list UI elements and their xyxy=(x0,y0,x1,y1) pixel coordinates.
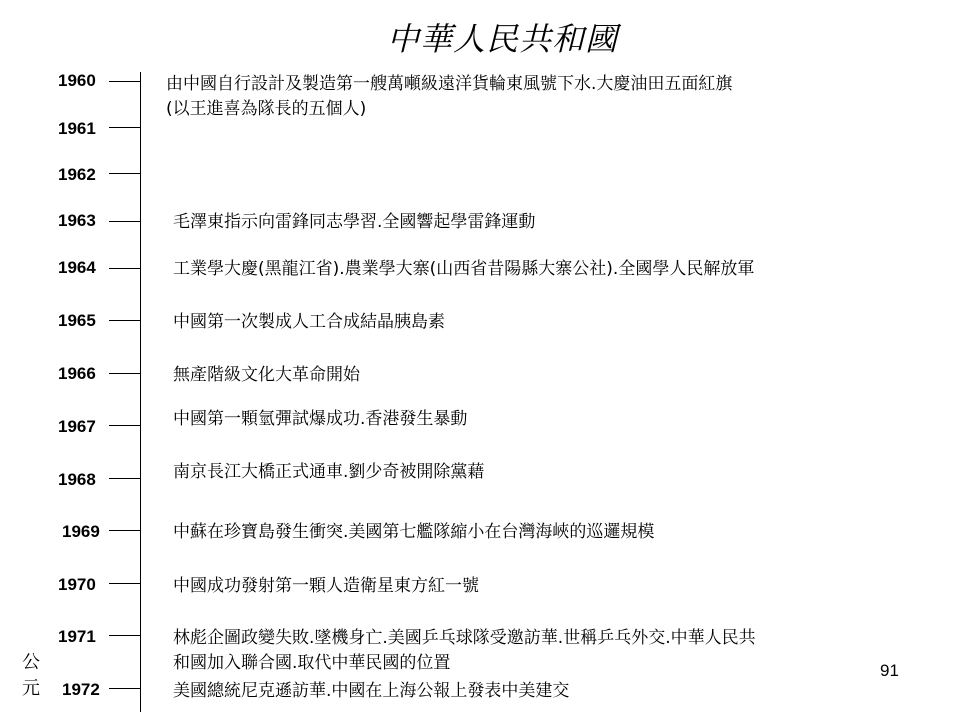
event-text: 南京長江大橋正式通車.劉少奇被開除黨藉 xyxy=(173,462,485,482)
year-tick xyxy=(109,688,141,689)
event-text: 中國第一次製成人工合成結晶胰島素 xyxy=(173,312,445,332)
year-tick xyxy=(109,221,141,222)
era-label-bottom: 元 xyxy=(22,678,40,699)
event-text: 毛澤東指示向雷鋒同志學習.全國響起學雷鋒運動 xyxy=(173,212,536,232)
year-label: 1963 xyxy=(58,211,96,230)
year-label: 1960 xyxy=(58,71,96,90)
year-label: 1967 xyxy=(58,417,96,436)
year-label: 1964 xyxy=(58,258,96,277)
event-text: 工業學大慶(黑龍江省).農業學大寨(山西省昔陽縣大寨公社).全國學人民解放軍 xyxy=(173,259,755,279)
page-title: 中華人民共和國 xyxy=(386,20,618,58)
year-tick xyxy=(109,127,141,128)
year-tick xyxy=(109,320,141,321)
year-tick xyxy=(109,583,141,584)
year-label: 1966 xyxy=(58,364,96,383)
event-text: 無產階級文化大革命開始 xyxy=(173,365,360,385)
year-tick xyxy=(109,173,141,174)
year-tick xyxy=(109,478,141,479)
year-label: 1965 xyxy=(58,311,96,330)
year-label: 1961 xyxy=(58,119,96,138)
year-tick xyxy=(109,635,141,636)
year-tick xyxy=(109,530,141,531)
event-text: 由中國自行設計及製造第一艘萬噸級遠洋貨輪東風號下水.大慶油田五面紅旗 xyxy=(166,74,733,94)
event-text: 和國加入聯合國.取代中華民國的位置 xyxy=(173,653,451,673)
year-label: 1962 xyxy=(58,165,96,184)
year-label: 1971 xyxy=(58,627,96,646)
year-tick xyxy=(109,373,141,374)
year-label: 1972 xyxy=(62,680,100,699)
event-text: 林彪企圖政變失敗.墜機身亡.美國乒乓球隊受邀訪華.世稱乒乓外交.中華人民共 xyxy=(173,628,756,648)
page-number: 91 xyxy=(880,661,899,680)
year-label: 1968 xyxy=(58,470,96,489)
year-label: 1970 xyxy=(58,575,96,594)
timeline-axis xyxy=(140,72,141,712)
year-tick xyxy=(109,81,141,82)
event-text: 美國總統尼克遜訪華.中國在上海公報上發表中美建交 xyxy=(173,681,570,701)
year-tick xyxy=(109,268,141,269)
event-text: (以王進喜為隊長的五個人) xyxy=(166,99,367,119)
event-text: 中蘇在珍寶島發生衝突.美國第七艦隊縮小在台灣海峽的巡邏規模 xyxy=(173,522,655,542)
event-text: 中國成功發射第一顆人造衛星東方紅一號 xyxy=(173,576,479,596)
era-label-top: 公 xyxy=(22,652,40,673)
year-tick xyxy=(109,425,141,426)
year-label: 1969 xyxy=(62,522,100,541)
event-text: 中國第一顆氫彈試爆成功.香港發生暴動 xyxy=(173,409,468,429)
